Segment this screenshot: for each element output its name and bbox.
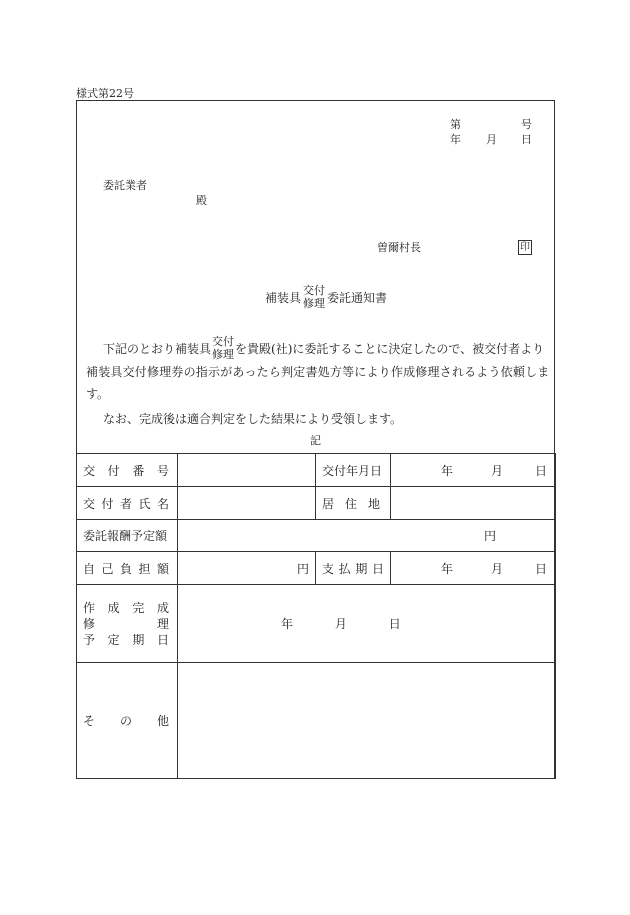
date-day: 日 — [388, 617, 401, 631]
date-cell[interactable] — [178, 585, 556, 663]
body-paragraph-2: 補装具交付修理券の指示があったら判定書処方等により作成修理されるよう依頼しま — [86, 365, 550, 379]
title-suffix: 委託通知書 — [327, 290, 388, 305]
date-cell[interactable] — [391, 552, 556, 585]
currency-unit: 円 — [296, 561, 309, 576]
date-year: 年 — [440, 463, 453, 478]
row-label — [77, 560, 177, 577]
date-day: 日 — [521, 133, 532, 146]
title-stack-bottom: 修理 — [303, 297, 326, 310]
title-stack — [303, 284, 325, 310]
p1-prefix: 下記のとおり補装具 — [103, 341, 212, 356]
form-number: 様式第22号 — [76, 87, 134, 100]
label-text: 交 付 番 号 — [83, 463, 169, 478]
p1-stack — [212, 335, 234, 361]
currency-unit: 円 — [484, 529, 497, 543]
label-cell — [316, 552, 391, 585]
row-label — [77, 495, 177, 512]
label-cell — [77, 663, 178, 779]
body-paragraph-3: す。 — [86, 387, 110, 401]
ki-marker: 記 — [310, 434, 321, 447]
number-suffix: 号 — [521, 118, 532, 131]
label-text: 居 住 地 — [322, 496, 380, 511]
table-row — [77, 487, 556, 520]
date-day: 日 — [534, 463, 547, 478]
issuer-name: 曽爾村長 — [377, 241, 421, 254]
body-paragraph-4: なお、完成後は適合判定をした結果により受領します。 — [103, 412, 403, 426]
title-prefix: 補装具 — [265, 290, 302, 305]
label-text: 自 己 負 担 額 — [83, 561, 169, 576]
p1-suffix: を貴殿(社)に委託することに決定したので、被交付者より — [235, 341, 545, 356]
label-cell — [77, 454, 178, 487]
label-cell — [77, 585, 178, 663]
date-year: 年 — [440, 561, 453, 576]
row-label — [77, 712, 177, 729]
row-right-label: 交付年月日 — [322, 463, 383, 478]
label-text: そ の 他 — [83, 714, 169, 728]
value-cell[interactable] — [178, 663, 556, 779]
p1-stack-bottom: 修理 — [212, 348, 235, 361]
label-line: 作 成 完 成 — [83, 600, 169, 615]
date-year: 年 — [450, 133, 461, 146]
label-cell — [77, 487, 178, 520]
row-label: 委託報酬予定額 — [83, 529, 168, 543]
table-row — [77, 585, 556, 663]
table-row — [77, 454, 556, 487]
addressee-label: 委託業者 — [103, 179, 147, 192]
row-right-label — [316, 495, 390, 512]
value-cell[interactable] — [178, 487, 316, 520]
value-cell[interactable] — [178, 552, 316, 585]
label-cell — [316, 454, 391, 487]
label-text: 交 付 者 氏 名 — [83, 496, 169, 511]
date-month: 月 — [490, 561, 503, 576]
date-day: 日 — [534, 561, 547, 576]
document-title — [265, 284, 387, 310]
p1-stack-top: 交付 — [212, 335, 235, 348]
table-row — [77, 552, 556, 585]
label-line: 修 理 — [83, 616, 169, 631]
row-label — [77, 462, 177, 479]
label-cell — [316, 487, 391, 520]
table-row — [77, 520, 556, 552]
label-cell — [77, 520, 178, 552]
label-text: 支 払 期 日 — [322, 561, 384, 576]
date-year: 年 — [281, 617, 294, 631]
label-cell — [77, 552, 178, 585]
label-line: 予 定 期 日 — [83, 632, 169, 647]
row-label — [77, 600, 177, 648]
value-cell[interactable] — [178, 454, 316, 487]
title-stack-top: 交付 — [303, 284, 326, 297]
row-right-label — [316, 560, 390, 577]
table-row — [77, 663, 556, 779]
date-cell[interactable] — [391, 454, 556, 487]
date-month: 月 — [334, 617, 347, 631]
addressee-honorific: 殿 — [196, 194, 207, 207]
date-month: 月 — [486, 133, 497, 146]
seal-mark: 印 — [520, 242, 530, 253]
body-paragraph-1 — [103, 335, 544, 361]
date-month: 月 — [490, 463, 503, 478]
details-table — [76, 453, 556, 779]
value-cell[interactable] — [178, 520, 556, 552]
number-prefix: 第 — [450, 118, 461, 131]
value-cell[interactable] — [391, 487, 556, 520]
